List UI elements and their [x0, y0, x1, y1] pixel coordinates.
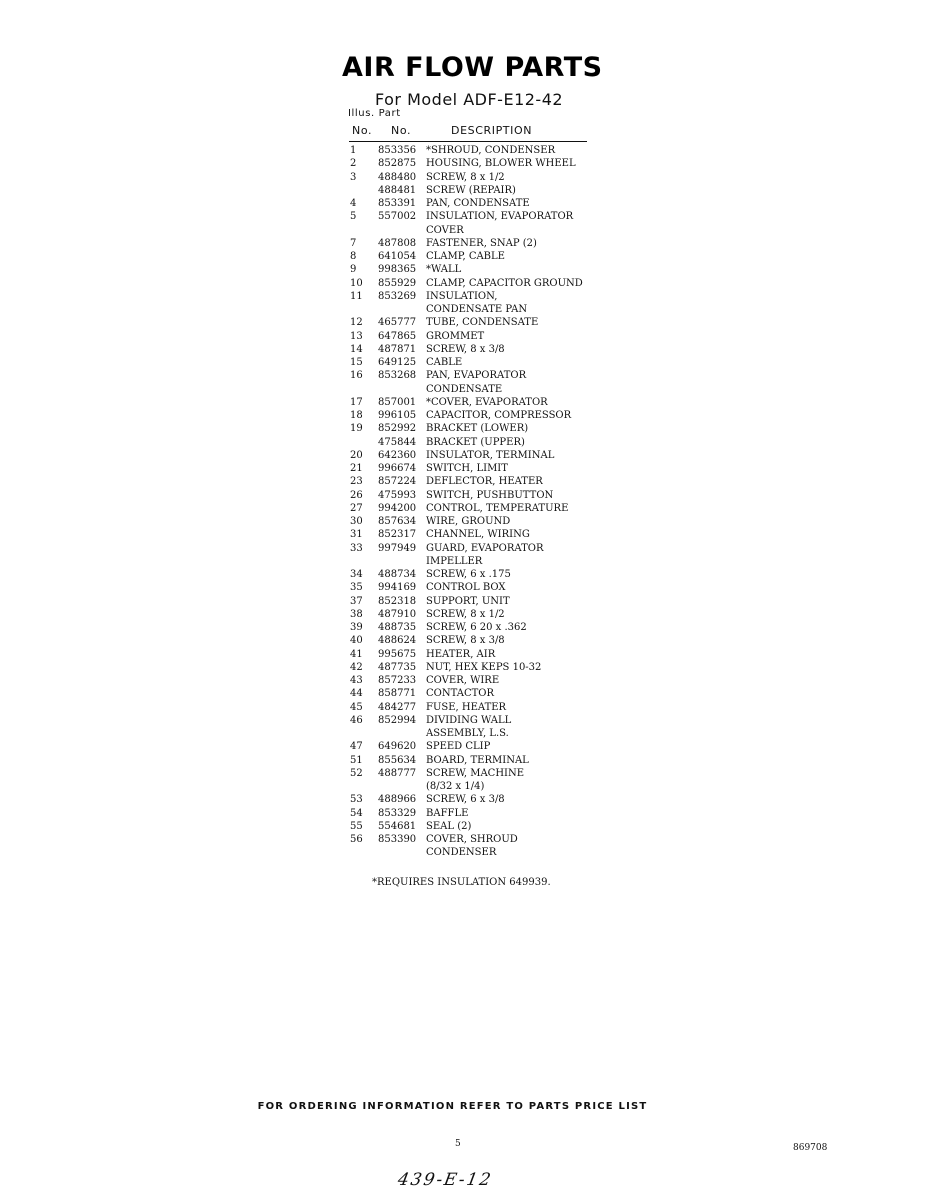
- part-no-cell: 857233: [378, 675, 417, 686]
- part-no-cell: 853329: [378, 807, 417, 819]
- illus-no-cell: [350, 846, 378, 859]
- part-no-cell: 857001: [378, 396, 417, 408]
- table-row: [350, 793, 610, 806]
- illus-no-cell: [350, 780, 378, 793]
- illus-no-cell: [350, 727, 378, 740]
- table-row: [350, 846, 610, 859]
- part-no-cell: 487910: [378, 608, 417, 620]
- part-no-header: No.: [391, 124, 412, 137]
- table-row: [350, 330, 610, 343]
- description-cell: SCREW, 8 x 3/8: [426, 635, 505, 647]
- part-no-cell: 475844: [378, 436, 417, 448]
- table-row: [350, 316, 610, 329]
- illus-no-cell: 54: [350, 807, 363, 819]
- illus-no-cell: 34: [350, 569, 363, 580]
- table-row: [350, 528, 610, 541]
- description-cell: SWITCH, PUSHBUTTON: [426, 489, 554, 501]
- illus-no-cell: 43: [350, 675, 363, 686]
- description-cell: HEATER, AIR: [426, 648, 496, 660]
- description-cell: BRACKET (LOWER): [426, 423, 529, 435]
- part-no-cell: [378, 303, 426, 316]
- model-subtitle: For Model ADF-E12-42: [375, 90, 564, 109]
- illus-no-cell: 3: [350, 171, 357, 183]
- table-row: [350, 210, 610, 223]
- description-cell: BRACKET (UPPER): [426, 436, 525, 448]
- description-cell: SCREW, 8 x 1/2: [426, 608, 505, 620]
- table-row: [350, 515, 610, 528]
- description-cell: CONDENSER: [426, 847, 497, 859]
- table-row: [350, 674, 610, 687]
- description-cell: DEFLECTOR, HEATER: [426, 476, 543, 488]
- table-row: [350, 277, 610, 290]
- part-no-cell: [378, 383, 426, 396]
- table-row: [350, 356, 610, 369]
- part-no-cell: 853269: [378, 290, 417, 302]
- description-cell: CLAMP, CAPACITOR GROUND: [426, 277, 583, 289]
- part-no-cell: 475993: [378, 489, 417, 501]
- table-row: [350, 687, 610, 700]
- illus-no-cell: 4: [350, 198, 357, 209]
- part-no-cell: 994200: [378, 502, 417, 514]
- part-no-cell: 858771: [378, 688, 417, 700]
- illus-no-cell: 47: [350, 741, 363, 753]
- description-cell: BOARD, TERMINAL: [426, 754, 529, 766]
- illus-no-cell: 17: [350, 396, 363, 408]
- description-cell: IMPELLER: [426, 555, 483, 567]
- illus-no-cell: 42: [350, 661, 363, 673]
- illus-no-cell: 13: [350, 330, 363, 342]
- illus-no-cell: 51: [350, 754, 363, 766]
- part-no-cell: 647865: [378, 330, 417, 342]
- part-no-cell: 488966: [378, 794, 417, 806]
- illus-no-cell: [350, 303, 378, 316]
- description-cell: SEAL (2): [426, 820, 472, 832]
- table-row: [350, 303, 610, 316]
- table-row: [350, 754, 610, 767]
- description-cell: PAN, CONDENSATE: [426, 198, 530, 209]
- part-no-cell: [378, 555, 426, 568]
- description-cell: FASTENER, SNAP (2): [426, 237, 537, 249]
- description-header: DESCRIPTION: [451, 124, 533, 137]
- table-row: [350, 608, 610, 621]
- illus-no-cell: 45: [350, 701, 363, 713]
- illus-no-cell: 37: [350, 595, 363, 607]
- illus-no-cell: 12: [350, 317, 363, 329]
- illus-no-cell: 10: [350, 277, 363, 289]
- illus-no-cell: 15: [350, 357, 363, 368]
- description-cell: CONTACTOR: [426, 688, 494, 700]
- description-cell: SUPPORT, UNIT: [426, 595, 510, 607]
- part-no-cell: 855634: [378, 754, 417, 766]
- description-cell: CONDENSATE PAN: [426, 304, 528, 315]
- description-cell: CONTROL BOX: [426, 582, 506, 594]
- illus-no-cell: 39: [350, 622, 363, 633]
- table-row: [350, 820, 610, 833]
- part-no-cell: 853268: [378, 370, 417, 382]
- illus-no-cell: 35: [350, 582, 363, 594]
- table-row: [350, 714, 610, 727]
- table-row: [350, 621, 610, 634]
- illus-no-cell: 41: [350, 648, 363, 660]
- part-no-cell: [378, 727, 426, 740]
- description-cell: *COVER, EVAPORATOR: [426, 396, 548, 408]
- description-cell: SCREW (REPAIR): [426, 184, 516, 196]
- table-row: [350, 369, 610, 382]
- part-no-cell: 642360: [378, 449, 417, 461]
- description-cell: FUSE, HEATER: [426, 701, 507, 713]
- table-row: [350, 184, 610, 197]
- part-no-cell: 995675: [378, 648, 417, 660]
- part-no-cell: 484277: [378, 701, 417, 713]
- illus-no-cell: 38: [350, 608, 363, 620]
- illus-no-cell: 21: [350, 463, 363, 474]
- description-cell: SCREW, 8 x 1/2: [426, 171, 505, 183]
- illus-no-cell: 33: [350, 542, 363, 554]
- part-no-cell: 994169: [378, 582, 417, 594]
- description-cell: COVER, SHROUD: [426, 834, 518, 845]
- part-no-cell: 852875: [378, 158, 417, 170]
- table-row: [350, 581, 610, 594]
- illus-no-cell: 27: [350, 502, 363, 514]
- illus-no-cell: 16: [350, 370, 363, 382]
- table-row: [350, 542, 610, 555]
- table-row: [350, 740, 610, 753]
- part-no-cell: 997949: [378, 542, 417, 554]
- table-row: [350, 727, 610, 740]
- description-cell: BAFFLE: [426, 807, 469, 819]
- table-row: [350, 396, 610, 409]
- table-row: [350, 648, 610, 661]
- illus-no-cell: 7: [350, 237, 357, 249]
- description-cell: CLAMP, CABLE: [426, 251, 505, 262]
- table-row: [350, 237, 610, 250]
- part-no-cell: [378, 780, 426, 793]
- table-row: [350, 290, 610, 303]
- table-row: [350, 409, 610, 422]
- table-row: [350, 263, 610, 276]
- illus-no-cell: 55: [350, 820, 363, 832]
- part-no-cell: 998365: [378, 264, 417, 276]
- illus-no-cell: 31: [350, 529, 363, 541]
- table-row: [350, 807, 610, 820]
- illus-no-cell: 56: [350, 834, 363, 845]
- description-cell: SWITCH, LIMIT: [426, 463, 508, 474]
- part-no-cell: 853391: [378, 198, 417, 209]
- illus-no-cell: [350, 436, 378, 449]
- illus-no-cell: 53: [350, 794, 363, 806]
- part-no-cell: 554681: [378, 820, 417, 832]
- illus-no-cell: 26: [350, 489, 363, 501]
- table-row: [350, 157, 610, 170]
- part-no-cell: 557002: [378, 211, 417, 223]
- parts-table: [350, 144, 610, 860]
- description-cell: SCREW, 6 20 x .362: [426, 622, 527, 633]
- part-no-cell: 488481: [378, 184, 417, 196]
- ordering-info: FOR ORDERING INFORMATION REFER TO PARTS PRICE LIST: [257, 1101, 648, 1112]
- illus-no-cell: 2: [350, 158, 357, 170]
- part-no-cell: 488734: [378, 569, 417, 580]
- description-cell: CONDENSATE: [426, 383, 503, 395]
- illus-no-cell: 52: [350, 767, 363, 779]
- description-cell: WIRE, GROUND: [426, 516, 511, 527]
- illus-no-cell: 1: [350, 145, 357, 156]
- part-no-cell: 852317: [378, 529, 417, 541]
- page-number: 5: [455, 1139, 461, 1149]
- description-cell: ASSEMBLY, L.S.: [426, 728, 509, 739]
- illus-no-cell: 30: [350, 516, 363, 527]
- part-no-cell: 852318: [378, 595, 417, 607]
- illus-no-cell: 8: [350, 251, 357, 262]
- description-cell: COVER, WIRE: [426, 675, 500, 686]
- description-cell: COVER: [426, 224, 464, 236]
- illus-no-cell: 18: [350, 410, 363, 421]
- description-cell: CABLE: [426, 357, 463, 368]
- column-header-top: [348, 108, 401, 119]
- description-cell: TUBE, CONDENSATE: [426, 317, 539, 329]
- part-no-cell: 488777: [378, 767, 417, 779]
- part-no-cell: 852992: [378, 423, 417, 435]
- part-no-cell: 487808: [378, 237, 417, 249]
- part-no-cell: 488624: [378, 635, 417, 647]
- table-row: [350, 144, 610, 157]
- table-row: [350, 634, 610, 647]
- table-row: [350, 197, 610, 210]
- footnote: *REQUIRES INSULATION 649939.: [372, 877, 551, 888]
- table-row: [350, 780, 610, 793]
- part-no-cell: 649620: [378, 741, 417, 753]
- description-cell: INSULATION, EVAPORATOR: [426, 211, 574, 223]
- description-cell: SCREW, 6 x .175: [426, 569, 511, 580]
- illus-no-cell: 19: [350, 423, 363, 435]
- part-no-cell: 852994: [378, 714, 417, 726]
- part-no-cell: 857224: [378, 476, 417, 488]
- illus-no-cell: 5: [350, 211, 357, 223]
- table-row: [350, 422, 610, 435]
- illus-no-cell: 44: [350, 688, 363, 700]
- part-no-cell: 853356: [378, 145, 417, 156]
- part-no-cell: 487735: [378, 661, 417, 673]
- illus-no-cell: [350, 555, 378, 568]
- table-row: [350, 568, 610, 581]
- part-no-cell: 488735: [378, 622, 417, 633]
- description-cell: CHANNEL, WIRING: [426, 529, 530, 541]
- illus-no-header: No.: [352, 124, 373, 137]
- part-no-cell: 465777: [378, 317, 417, 329]
- illus-no-cell: [350, 383, 378, 396]
- description-cell: (8/32 x 1/4): [426, 781, 485, 792]
- description-cell: GUARD, EVAPORATOR: [426, 542, 544, 554]
- handwritten-note: 439-E-12: [396, 1170, 495, 1190]
- table-row: [350, 171, 610, 184]
- table-row: [350, 701, 610, 714]
- part-no-cell: 487871: [378, 343, 417, 355]
- table-row: [350, 436, 610, 449]
- description-cell: NUT, HEX KEPS 10-32: [426, 661, 542, 673]
- description-cell: CAPACITOR, COMPRESSOR: [426, 410, 572, 421]
- description-cell: SCREW, 8 x 3/8: [426, 343, 505, 355]
- table-row: [350, 833, 610, 846]
- table-row: [350, 383, 610, 396]
- part-no-cell: 853390: [378, 834, 417, 845]
- description-cell: INSULATION,: [426, 290, 498, 302]
- part-no-cell: 996105: [378, 410, 417, 421]
- header-divider: [349, 141, 587, 142]
- table-row: [350, 767, 610, 780]
- illus-no-cell: 20: [350, 449, 363, 461]
- description-cell: HOUSING, BLOWER WHEEL: [426, 158, 576, 170]
- description-cell: SCREW, MACHINE: [426, 767, 525, 779]
- part-no-cell: 857634: [378, 516, 417, 527]
- description-cell: SPEED CLIP: [426, 741, 491, 753]
- table-row: [350, 449, 610, 462]
- table-row: [350, 462, 610, 475]
- illus-no-cell: 23: [350, 476, 363, 488]
- table-row: [350, 489, 610, 502]
- description-cell: GROMMET: [426, 330, 485, 342]
- part-no-cell: [378, 846, 426, 859]
- illus-no-cell: 11: [350, 290, 363, 302]
- table-row: [350, 224, 610, 237]
- description-cell: *WALL: [426, 264, 462, 276]
- illus-no-cell: 40: [350, 635, 363, 647]
- illus-no-cell: 46: [350, 714, 363, 726]
- part-no-cell: [378, 224, 426, 237]
- table-row: [350, 502, 610, 515]
- document-number: 869708: [793, 1143, 828, 1153]
- part-no-cell: 488480: [378, 171, 417, 183]
- description-cell: CONTROL, TEMPERATURE: [426, 502, 569, 514]
- description-cell: SCREW, 6 x 3/8: [426, 794, 505, 806]
- table-row: [350, 661, 610, 674]
- table-row: [350, 343, 610, 356]
- description-cell: INSULATOR, TERMINAL: [426, 449, 555, 461]
- table-row: [350, 595, 610, 608]
- illus-no-cell: 14: [350, 343, 363, 355]
- table-row: [350, 555, 610, 568]
- illus-no-cell: [350, 224, 378, 237]
- description-cell: DIVIDING WALL: [426, 714, 512, 726]
- page-title: AIR FLOW PARTS: [342, 52, 603, 83]
- illus-no-cell: 9: [350, 264, 357, 276]
- illus-no-cell: [350, 184, 378, 197]
- table-row: [350, 475, 610, 488]
- part-no-cell: 641054: [378, 251, 417, 262]
- part-no-cell: 649125: [378, 357, 417, 368]
- illus-top-label: Illus.: [348, 108, 375, 119]
- part-no-cell: 996674: [378, 463, 417, 474]
- table-row: [350, 250, 610, 263]
- description-cell: PAN, EVAPORATOR: [426, 370, 527, 382]
- part-top-label: Part: [378, 108, 401, 119]
- description-cell: *SHROUD, CONDENSER: [426, 145, 556, 156]
- part-no-cell: 855929: [378, 277, 417, 289]
